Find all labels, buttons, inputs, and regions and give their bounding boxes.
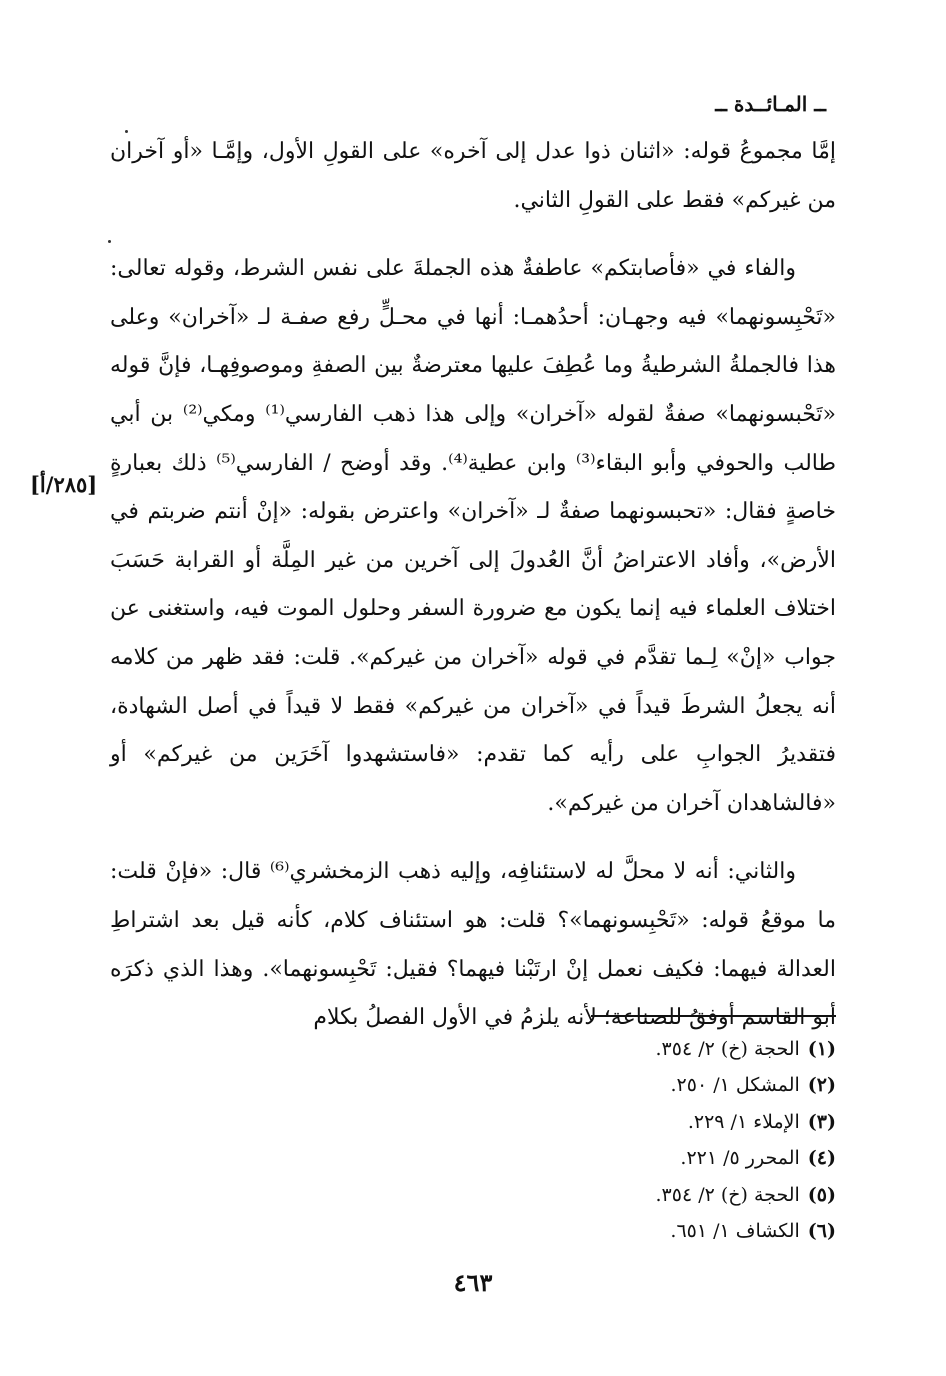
scan-speck [125,130,128,133]
footnote-number: (٢) [807,1074,836,1097]
page-number: ٤٦٣ [453,1268,493,1297]
footnote-item [416,1031,836,1067]
footnote-text: الحجة (خ) ٢/ ٣٥٤. [655,1038,800,1060]
footnote-item [416,1213,836,1249]
footnote-number: (٥) [807,1183,836,1206]
footnote-number: (٦) [807,1220,836,1243]
paragraph-2: والفاء في «فأصابتكم» عاطفةٌ هذه الجملةَ على نفس الشرط، وقوله تعالى: «تَحْبِسونهما» فيه وجهـان: أحدُهمـا: أنها في محـلٍّ رفع صفـة لـ «آخران» وعلى هذا فالجملةُ الشرطيةُ وما عُطِفَ عليها معترضةٌ بين الصفةِ وموصوفِهـا، فإنَّ قوله «تَحْبسونهما» صفةٌ لقوله «آخران» وإلى هذا ذهب الفارسي⁽¹⁾ ومكي⁽²⁾ بن أبي طالب والحوفي وأبو البقاء⁽³⁾ وابن عطية⁽⁴⁾. وقد أوضح / الفارسي⁽⁵⁾ ذلك بعبارةٍ خاصةٍ فقال: «تحبسونهما صفةٌ لـ «آخران» واعترض بقوله: «إنْ أنتم ضربتم في الأرض»، وأفاد الاعتراضُ أنَّ العُدولَ إلى آخرين من غير المِلَّة أو القرابة حَسَبَ اختلاف العلماء فيه إنما يكون مع ضرورة السفر وحلول الموت فيه، واستغنى عن جواب «إنْ» لِـما تقدَّم في قوله «آخران من غيركم». قلت: فقد ظهر من كلامه أنه يجعلُ الشرطَ قيداً في «آخران من غيركم» فقط لا قيداً في أصل الشهادة، فتقديرُ الجوابِ على رأيه كما تقدم: «فاستشهدوا آخَرَين من غيركم» أو «فالشاهدان آخران من غيركم». [110,256,836,816]
running-header: ــ المـائــدة ــ [715,92,826,116]
footnote-text: المحرر ٥/ ٢٢١. [680,1147,800,1170]
footnote-item [416,1104,836,1140]
footnote-item [416,1067,836,1103]
footnote-item [416,1177,836,1213]
footnote-text: الحجة (خ) ٢/ ٣٥٤. [655,1183,800,1206]
footnote-number: (٣) [807,1110,836,1133]
footnote-item [416,1140,836,1176]
footnote-text: المشكل ١/ ٢٥٠. [670,1074,800,1097]
footnote-separator [591,1015,836,1017]
footnotes-list [416,1031,836,1249]
footnote-text: الإملاء ١/ ٢٢٩. [687,1110,800,1133]
manuscript-folio-note: [٢٨٥/أ] [30,472,98,497]
main-text [110,128,836,1043]
scan-speck [108,240,111,243]
footnote-number: (١) [807,1038,836,1060]
footnote-text: الكشاف ١/ ٦٥١. [670,1220,800,1243]
footnote-number: (٤) [807,1147,836,1170]
paragraph-1: إمَّا مجموعُ قوله: «اثنان ذوا عدل إلى آخره» على القولِ الأول، وإمَّـا «أو آخران من غيركم» فقط على القولِ الثاني. [110,139,836,213]
paragraph-3: والثاني: أنه لا محلَّ له لاستئنافِه، وإليه ذهب الزمخشري⁽⁶⁾ قال: «فإنْ قلت: ما موقعُ قوله: «تَحْبِسونهما»؟ قلت: هو استئناف كلام، كأنه قيل بعد اشتراطِ العدالة فيهما: فكيف نعمل إنْ ارتَبْنا فيهما؟ فقيل: تَحْبِسونهما». وهذا الذي ذكرَه أبو القاسم أوفقُ للصناعة؛ لأنه يلزمُ في الأول الفصلُ بكلام [110,859,836,1031]
